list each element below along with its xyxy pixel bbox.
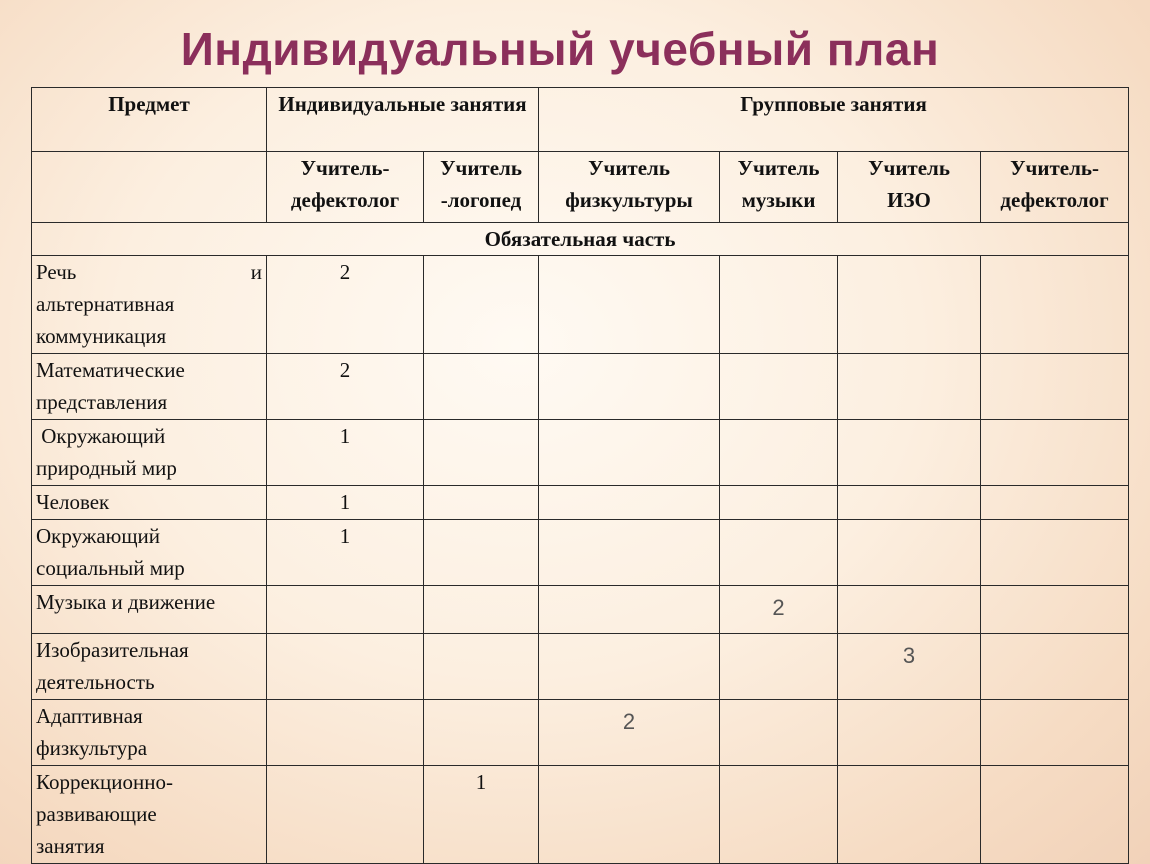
hours-cell xyxy=(838,486,981,520)
hours-cell xyxy=(539,256,720,354)
table-body xyxy=(32,256,1129,864)
hours-cell xyxy=(539,354,720,420)
hours-cell: 1 xyxy=(424,766,539,864)
hours-cell xyxy=(838,256,981,354)
table-row xyxy=(32,354,1129,420)
hours-cell: 1 xyxy=(267,520,424,586)
hours-cell xyxy=(720,486,838,520)
hours-cell xyxy=(539,486,720,520)
hours-cell xyxy=(981,354,1129,420)
section-row xyxy=(32,223,1129,256)
hours-cell xyxy=(981,634,1129,700)
header-row-2 xyxy=(32,152,1129,223)
header-col-0: Учитель- дефектолог xyxy=(267,152,424,223)
hours-cell xyxy=(267,586,424,634)
hours-cell xyxy=(720,634,838,700)
hours-cell xyxy=(424,520,539,586)
header-col-5: Учитель- дефектолог xyxy=(981,152,1129,223)
subject-cell: Математические представления xyxy=(32,354,267,420)
hours-cell xyxy=(424,700,539,766)
header-subject: Предмет xyxy=(32,88,267,152)
hours-cell: 2 xyxy=(539,700,720,766)
hours-cell: 3 xyxy=(838,634,981,700)
subject-cell: Окружающий социальный мир xyxy=(32,520,267,586)
hours-cell xyxy=(424,586,539,634)
hours-cell xyxy=(838,354,981,420)
hours-cell xyxy=(267,634,424,700)
curriculum-table xyxy=(31,87,1129,864)
hours-cell xyxy=(267,766,424,864)
hours-cell xyxy=(424,256,539,354)
hours-cell xyxy=(838,766,981,864)
table-row xyxy=(32,586,1129,634)
hours-cell xyxy=(981,420,1129,486)
header-col-1: Учитель -логопед xyxy=(424,152,539,223)
subject-cell: Коррекционно- развивающие занятия xyxy=(32,766,267,864)
subject-cell: Человек xyxy=(32,486,267,520)
table-row xyxy=(32,520,1129,586)
hours-cell xyxy=(424,420,539,486)
hours-cell xyxy=(720,420,838,486)
header-blank xyxy=(32,152,267,223)
hours-cell xyxy=(720,354,838,420)
hours-cell xyxy=(720,256,838,354)
subject-cell: Адаптивная физкультура xyxy=(32,700,267,766)
hours-cell xyxy=(981,486,1129,520)
header-col-2: Учитель физкультуры xyxy=(539,152,720,223)
hours-cell: 2 xyxy=(720,586,838,634)
hours-cell xyxy=(838,700,981,766)
hours-cell xyxy=(720,520,838,586)
header-individual: Индивидуальные занятия xyxy=(267,88,539,152)
header-col-4: Учитель ИЗО xyxy=(838,152,981,223)
hours-cell: 2 xyxy=(267,256,424,354)
table-row xyxy=(32,486,1129,520)
hours-cell xyxy=(981,700,1129,766)
hours-cell xyxy=(539,586,720,634)
hours-cell xyxy=(539,766,720,864)
header-group: Групповые занятия xyxy=(539,88,1129,152)
hours-cell xyxy=(981,586,1129,634)
hours-cell xyxy=(539,520,720,586)
hours-cell xyxy=(267,700,424,766)
table-row xyxy=(32,420,1129,486)
hours-cell xyxy=(424,634,539,700)
hours-cell xyxy=(838,586,981,634)
header-col-3: Учитель музыки xyxy=(720,152,838,223)
hours-cell xyxy=(720,766,838,864)
hours-cell xyxy=(539,420,720,486)
table-row xyxy=(32,634,1129,700)
subject-cell: Речь и альтернативная коммуникация xyxy=(32,256,267,354)
subject-cell: Музыка и движение xyxy=(32,586,267,634)
hours-cell: 1 xyxy=(267,486,424,520)
subject-cell: Изобразительная деятельность xyxy=(32,634,267,700)
subject-cell: Окружающий природный мир xyxy=(32,420,267,486)
hours-cell xyxy=(539,634,720,700)
hours-cell: 1 xyxy=(267,420,424,486)
hours-cell xyxy=(981,256,1129,354)
page-title: Индивидуальный учебный план xyxy=(180,23,940,75)
hours-cell xyxy=(424,486,539,520)
hours-cell xyxy=(424,354,539,420)
table-row xyxy=(32,766,1129,864)
hours-cell: 2 xyxy=(267,354,424,420)
hours-cell xyxy=(838,520,981,586)
hours-cell xyxy=(838,420,981,486)
section-label: Обязательная часть xyxy=(32,223,1129,256)
hours-cell xyxy=(981,520,1129,586)
header-row-1 xyxy=(32,88,1129,152)
hours-cell xyxy=(981,766,1129,864)
hours-cell xyxy=(720,700,838,766)
table-row xyxy=(32,256,1129,354)
table-row xyxy=(32,700,1129,766)
